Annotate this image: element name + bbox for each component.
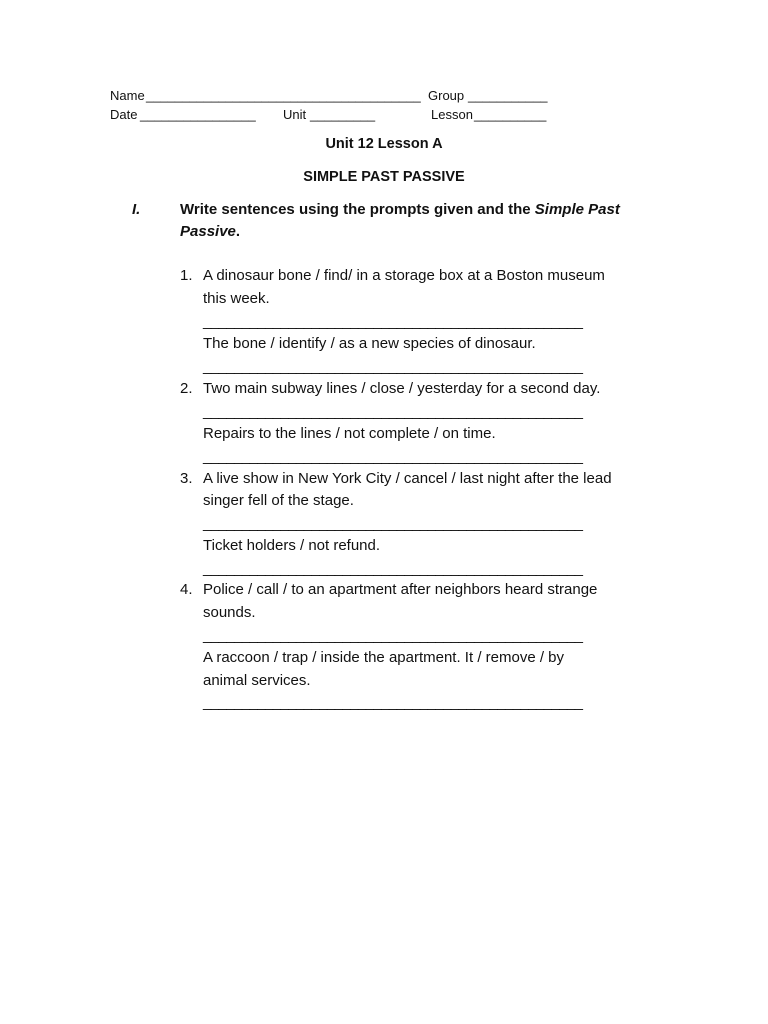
- item-followup: Repairs to the lines / not complete / on time.: [203, 425, 496, 442]
- page-subtitle: SIMPLE PAST PASSIVE: [303, 169, 465, 185]
- item-followup-cont: animal services.: [203, 672, 311, 689]
- item-followup: The bone / identify / as a new species of dinosaur.: [203, 335, 536, 352]
- item-prompt: Two main subway lines / close / yesterday for a second day.: [203, 380, 601, 397]
- item-prompt-cont: sounds.: [203, 604, 256, 621]
- page-title: Unit 12 Lesson A: [325, 136, 443, 152]
- answer-line[interactable]: _________________________________________________: [203, 627, 583, 644]
- unit-field[interactable]: _________: [310, 107, 376, 122]
- unit-label: Unit: [283, 107, 307, 122]
- date-label: Date: [110, 107, 138, 122]
- item-number: 3.: [180, 470, 193, 487]
- item-prompt-cont: singer fell of the stage.: [203, 492, 354, 509]
- section-instruction-line1: [180, 201, 620, 218]
- name-field[interactable]: ______________________________________: [146, 88, 421, 103]
- lesson-field[interactable]: __________: [474, 107, 547, 122]
- instruction-italic-2: Passive: [180, 223, 236, 240]
- answer-line[interactable]: _________________________________________________: [203, 694, 583, 711]
- answer-line[interactable]: _________________________________________________: [203, 448, 583, 465]
- date-field[interactable]: ________________: [140, 107, 256, 122]
- group-label: Group: [428, 88, 465, 103]
- answer-line[interactable]: _________________________________________________: [203, 403, 583, 420]
- answer-line[interactable]: _________________________________________________: [203, 515, 583, 532]
- item-number: 2.: [180, 380, 193, 397]
- lesson-label: Lesson: [431, 107, 473, 122]
- name-label: Name: [110, 88, 145, 103]
- item-prompt-cont: this week.: [203, 290, 270, 307]
- answer-line[interactable]: _________________________________________________: [203, 313, 583, 330]
- item-prompt: Police / call / to an apartment after neighbors heard strange: [203, 581, 598, 598]
- item-prompt: A live show in New York City / cancel / last night after the lead: [203, 470, 612, 487]
- instruction-text: Write sentences using the prompts given and the: [180, 201, 535, 218]
- instruction-end: .: [235, 223, 241, 240]
- group-field[interactable]: ___________: [468, 88, 548, 103]
- answer-line[interactable]: _________________________________________________: [203, 560, 583, 577]
- item-followup: A raccoon / trap / inside the apartment. It / remove / by: [203, 649, 565, 666]
- instruction-italic: Simple Past: [534, 201, 620, 218]
- item-prompt: A dinosaur bone / find/ in a storage box at a Boston museum: [203, 267, 605, 284]
- item-number: 1.: [180, 267, 193, 284]
- item-number: 4.: [180, 581, 193, 598]
- item-followup: Ticket holders / not refund.: [203, 537, 381, 554]
- section-instruction-line2: [180, 223, 240, 240]
- answer-line[interactable]: _________________________________________________: [203, 358, 583, 375]
- section-numeral: I.: [132, 201, 141, 218]
